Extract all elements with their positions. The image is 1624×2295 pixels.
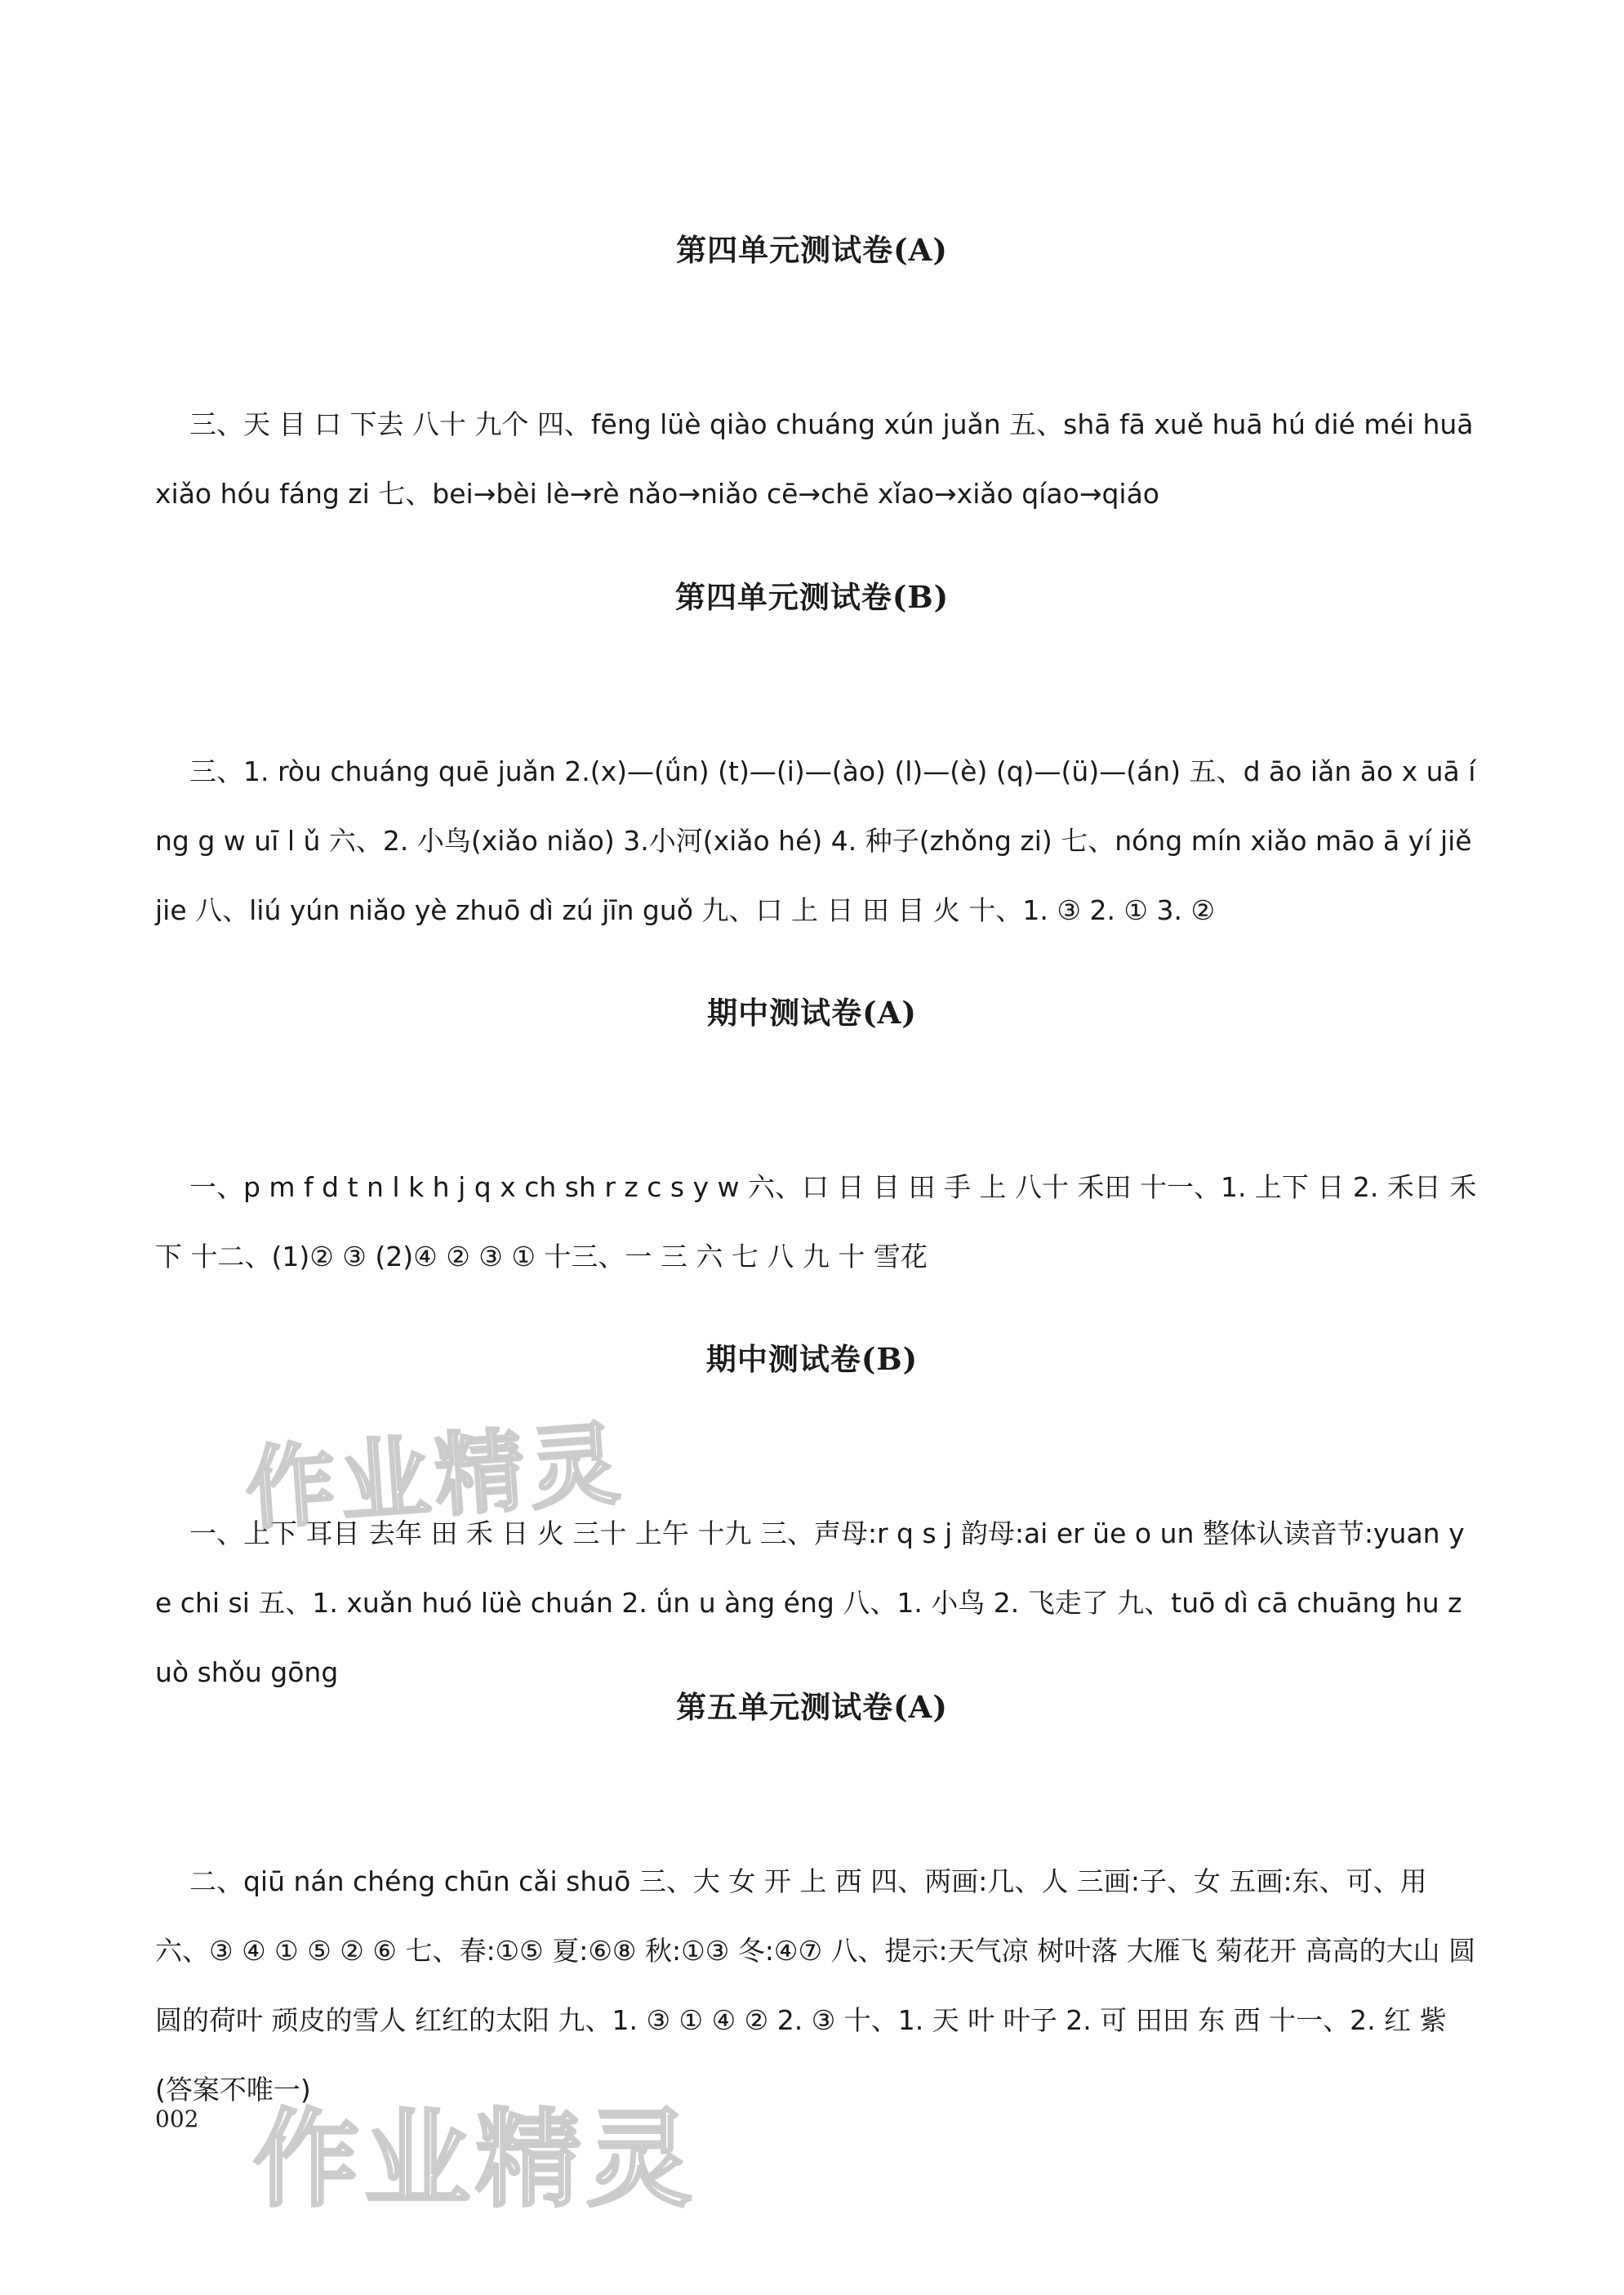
answer-text: 三、天 目 口 下去 八十 九个 四、fēng lüè qiào chuáng xún juǎn 五、shā fā xuě huā hú dié méi huā xiǎo hóu fáng zi 七、bei→bèi lè→rè nǎo→niǎo cē→chē xǐao→xiǎo qíao→qiáo <box>155 408 1482 510</box>
section-answer-midterm-a <box>155 1083 1478 1361</box>
page-number: 002 <box>155 2106 199 2132</box>
section-title-unit5-a: 第五单元测试卷(A) <box>676 1689 948 1725</box>
watermark-logo: 作业精灵 <box>242 1410 628 1543</box>
answer-text: 一、p m f d t n l k h j q x ch sh r z c s y w 六、口 日 目 田 手 上 八十 禾田 十一、1. 上下 日 2. 禾日 禾下 十二、(1)② ③ (2)④ ② ③ ① 十三、一 三 六 七 八 九 十 雪花 <box>155 1171 1477 1272</box>
section-title-unit4-a: 第四单元测试卷(A) <box>676 232 948 268</box>
answer-text: 三、1. ròu chuáng quē juǎn 2.(x)—(ǘn) (t)—(i)—(ào) (l)—(è) (q)—(ü)—(án) 五、d āo iǎn āo x uā íng g w uī l ǔ 六、2. 小鸟(xiǎo niǎo) 3.小河(xiǎo hé) 4. 种子(zhǒng zi) 七、nóng mín xiǎo māo ā yí jiě jie 八、liú yún niǎo yè zhuō dì zú jīn guǒ 九、口 上 日 田 目 火 十、1. ③ 2. ① 3. ② <box>155 755 1481 926</box>
section-answer-unit4-b <box>155 667 1481 1014</box>
answer-text: 一、上下 耳目 去年 田 禾 日 火 三十 上午 十九 三、声母:r q s j 韵母:ai er üe o un 整体认读音节:yuan ye chi si 五、1. xuǎn huó lüè chuán 2. ǘn u àng éng 八、1. 小鸟 2. 飞走了 九、tuō dì cā chuāng hu zuò shǒu gōng <box>155 1517 1465 1688</box>
section-title-midterm-b: 期中测试卷(B) <box>705 1341 919 1377</box>
section-title-unit4-b: 第四单元测试卷(B) <box>674 579 950 615</box>
watermark-logo: 作业精灵 <box>253 2097 698 2221</box>
section-title-midterm-a: 期中测试卷(A) <box>707 995 917 1031</box>
answer-text: 二、qiū nán chéng chūn cǎi shuō 三、大 女 开 上 西 四、两画:几、人 三画:子、女 五画:东、可、用 六、③ ④ ① ⑤ ② ⑥ 七、春:①⑤ 夏:⑥⑧ 秋:①③ 冬:④⑦ 八、提示:天气凉 树叶落 大雁飞 菊花开 高高的大山 圆圆的荷叶 顽皮的雪人 红红的太阳 九、1. ③ ① ④ ② 2. ③ 十、1. 天 叶 叶子 2. 可 田田 东 西 十一、2. 红 紫(答案不唯一) <box>155 1865 1476 2106</box>
section-answer-unit4-a <box>155 320 1482 598</box>
